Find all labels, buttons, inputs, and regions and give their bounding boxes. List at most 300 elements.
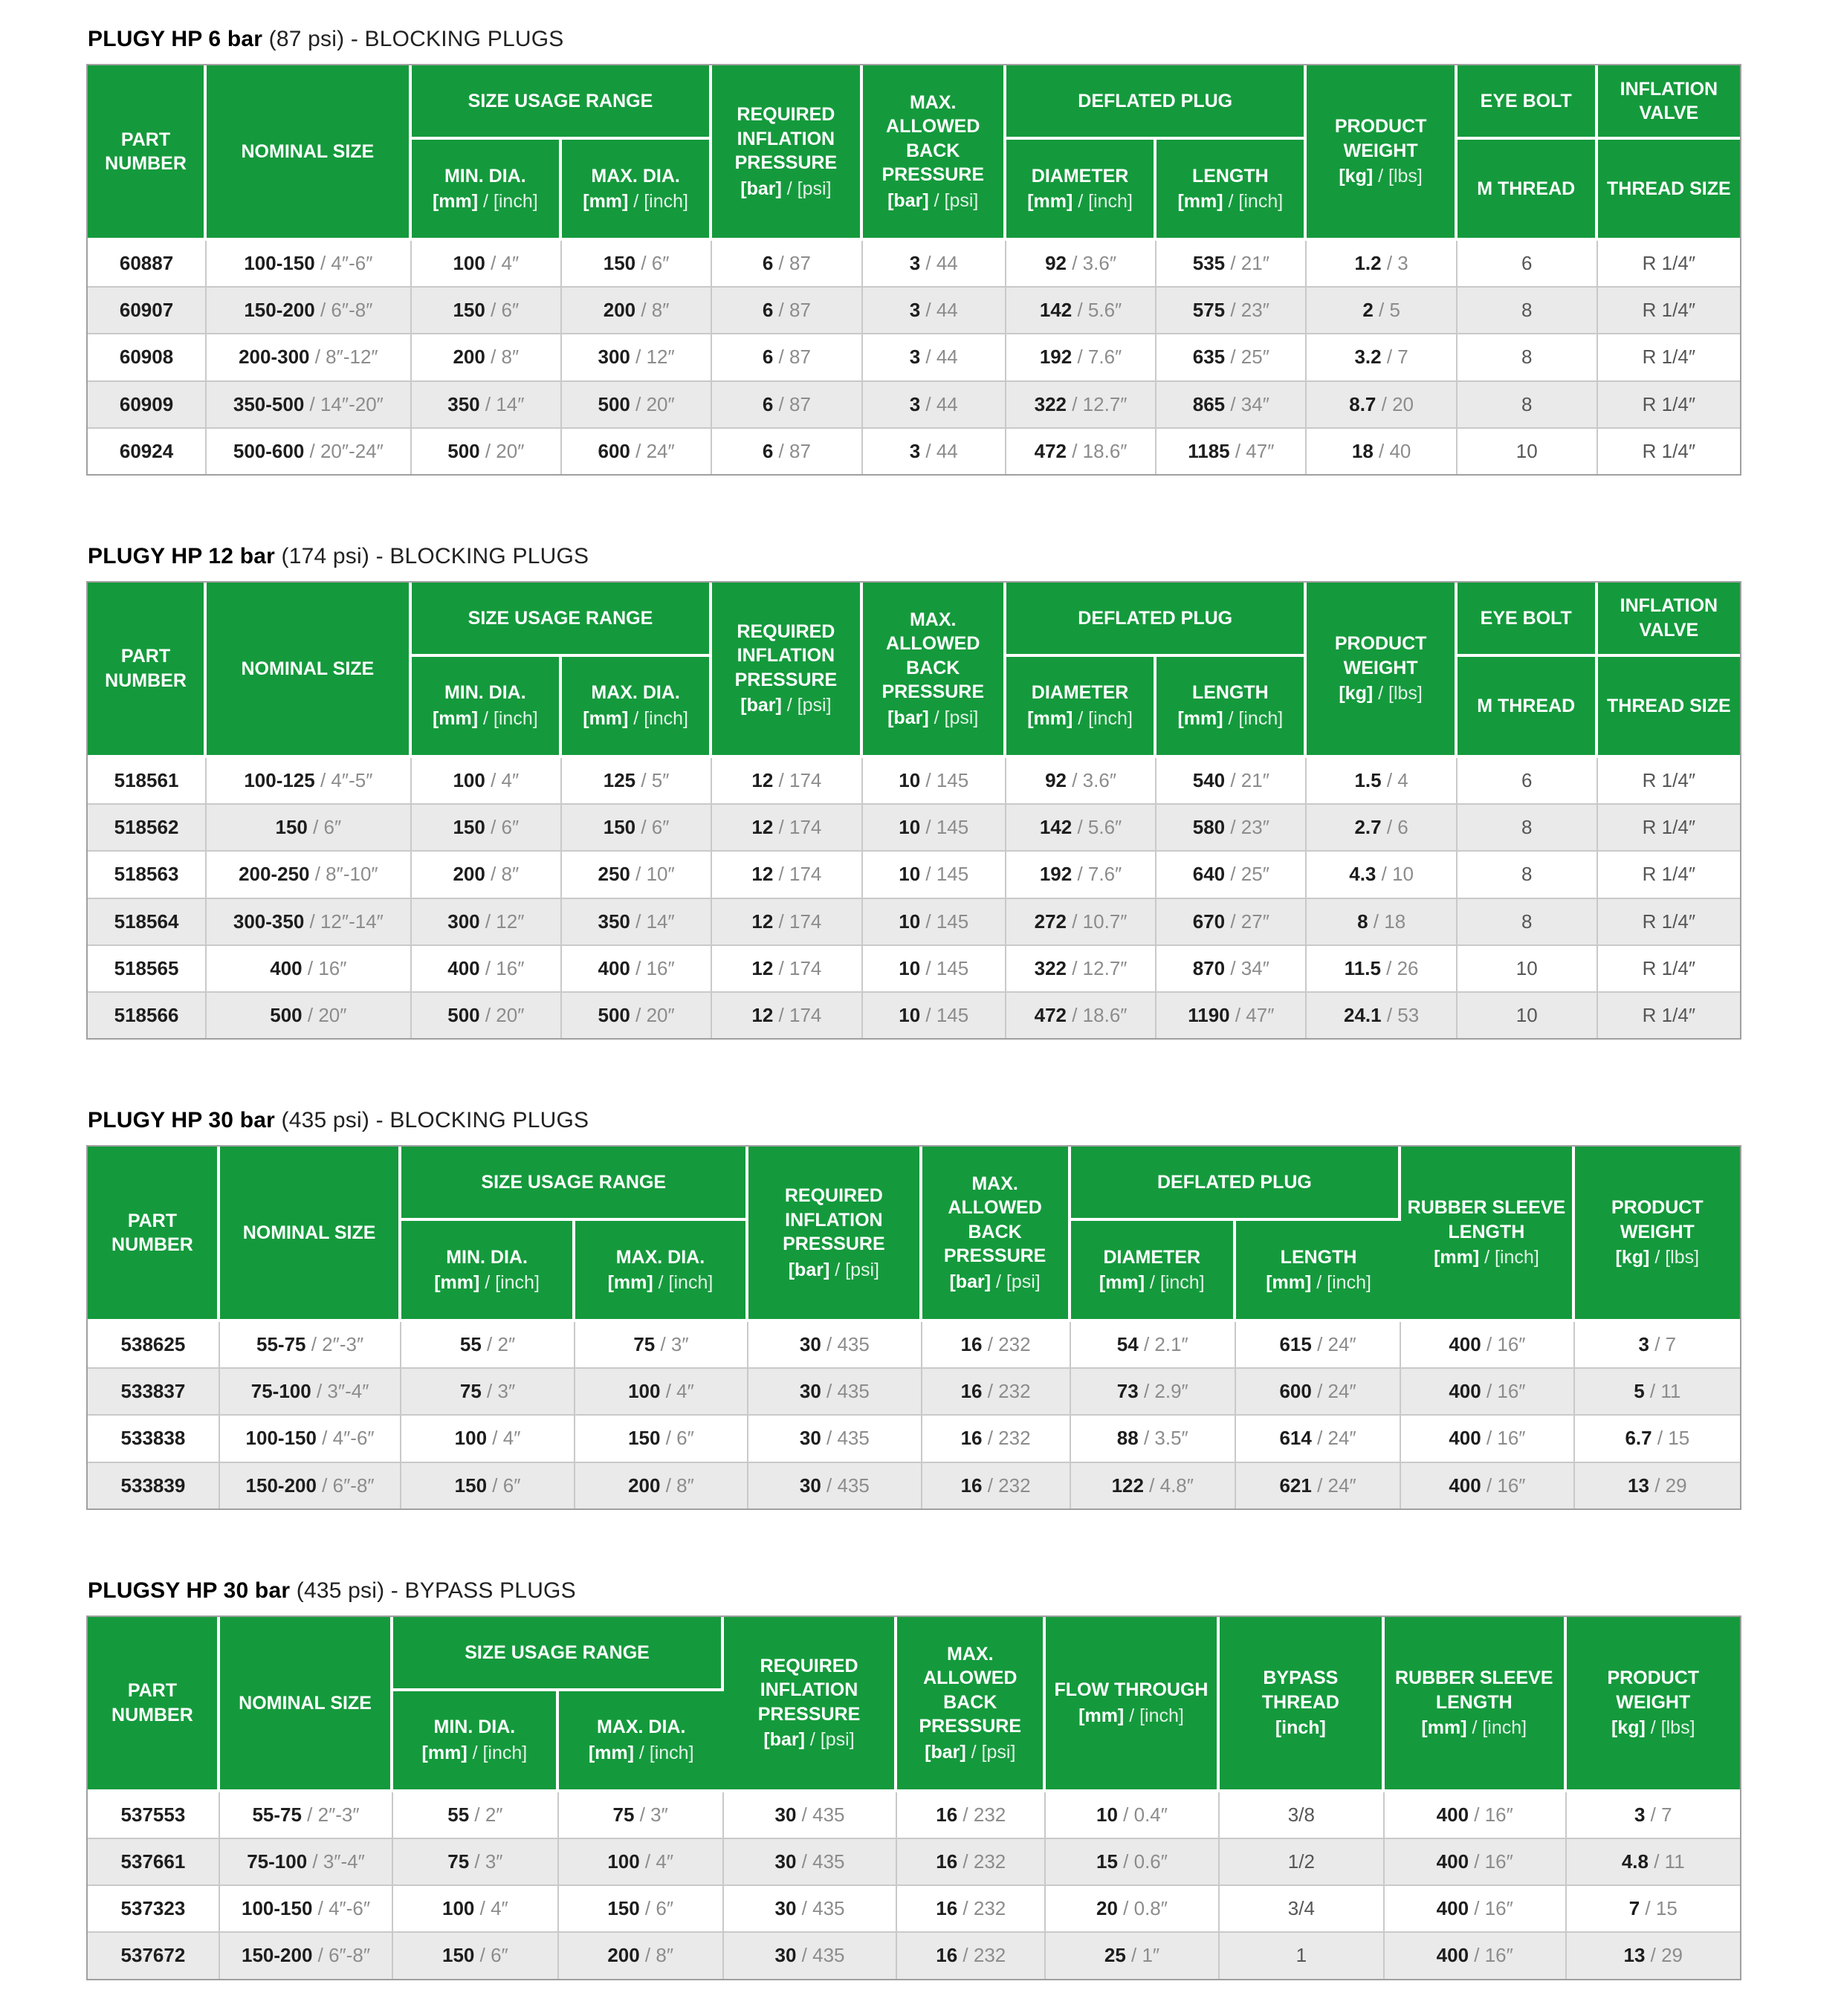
value-cell: 55 / 2″	[393, 1792, 558, 1839]
part-number-cell: 518564	[88, 899, 207, 946]
column-header-label: M THREAD	[1477, 695, 1576, 716]
column-header-label: MAX. DIA.	[615, 1246, 705, 1268]
value-cell: 3.2 / 7	[1307, 334, 1457, 381]
unit-label: [bar] / [psi]	[740, 178, 832, 199]
value-cell: 88 / 3.5″	[1071, 1416, 1236, 1462]
value-cell: 2.7 / 6	[1307, 805, 1457, 852]
table-section-hp6	[86, 27, 1741, 476]
value-cell: 1.5 / 4	[1307, 758, 1457, 805]
value-cell: 8 / 18	[1307, 899, 1457, 946]
column-header	[562, 140, 712, 241]
unit-label: [mm] / [inch]	[432, 707, 538, 729]
unit-label: [bar] / [psi]	[925, 1741, 1016, 1763]
column-header-label: LENGTH	[1191, 682, 1269, 704]
unit-label: [mm] / [inch]	[1177, 191, 1284, 212]
unit-label: [kg] / [lbs]	[1615, 1247, 1700, 1268]
value-cell: 322 / 12.7″	[1006, 946, 1156, 993]
value-cell: 75 / 3″	[401, 1369, 575, 1416]
value-cell: 1190 / 47″	[1156, 993, 1307, 1038]
table-row	[88, 1416, 1740, 1462]
value-cell: 30 / 435	[748, 1463, 922, 1508]
value-cell: 6	[1458, 241, 1598, 288]
column-header	[412, 140, 562, 241]
column-header	[88, 583, 207, 758]
value-cell: 400 / 16″	[1401, 1322, 1574, 1369]
table-section-plugsy30	[86, 1578, 1741, 1980]
value-cell: 16 / 232	[897, 1933, 1046, 1978]
value-cell: 16 / 232	[897, 1886, 1046, 1933]
value-cell: 200-300 / 8″-12″	[207, 334, 412, 381]
unit-label: [inch]	[1275, 1717, 1326, 1739]
column-header	[88, 1617, 220, 1792]
value-cell: 350 / 14″	[562, 899, 712, 946]
value-cell: 350 / 14″	[412, 382, 562, 429]
column-header-label: PART NUMBER	[105, 646, 187, 691]
value-cell: 73 / 2.9″	[1071, 1369, 1236, 1416]
table-row	[88, 993, 1740, 1038]
unit-label: [mm] / [inch]	[1266, 1272, 1371, 1294]
value-cell: 10 / 145	[863, 852, 1006, 898]
column-header-label: DIAMETER	[1031, 165, 1129, 187]
value-cell: 100-150 / 4″-6″	[220, 1416, 402, 1462]
column-header	[207, 583, 412, 758]
column-header-label: SIZE USAGE RANGE	[468, 90, 653, 111]
column-header-label: MAX. DIA.	[591, 165, 680, 187]
column-header-label: PART NUMBER	[105, 129, 187, 174]
value-cell: 13 / 29	[1575, 1463, 1740, 1508]
value-cell: 500 / 20″	[412, 993, 562, 1038]
part-number-cell: 518566	[88, 993, 207, 1038]
part-number-cell: 537323	[88, 1886, 220, 1933]
column-header	[1598, 583, 1740, 657]
value-cell: 3 / 44	[863, 288, 1006, 334]
value-cell: 150-200 / 6″-8″	[220, 1463, 402, 1508]
value-cell: 75-100 / 3″-4″	[220, 1839, 393, 1886]
value-cell: 300 / 12″	[412, 899, 562, 946]
column-header-label: PRODUCT WEIGHT	[1334, 633, 1427, 678]
value-cell: 16 / 232	[922, 1416, 1071, 1462]
spec-table-hp30	[86, 1145, 1741, 1510]
value-cell: 1	[1220, 1933, 1385, 1978]
value-cell: 600 / 24″	[1236, 1369, 1401, 1416]
value-cell: 16 / 232	[897, 1792, 1046, 1839]
value-cell: 272 / 10.7″	[1006, 899, 1156, 946]
value-cell: 30 / 435	[724, 1839, 897, 1886]
column-header-label: INFLATION VALVE	[1620, 78, 1718, 123]
value-cell: 2 / 5	[1307, 288, 1457, 334]
part-number-cell: 60908	[88, 334, 207, 381]
column-header	[559, 1691, 724, 1792]
value-cell: 192 / 7.6″	[1006, 852, 1156, 898]
value-cell: 10 / 145	[863, 758, 1006, 805]
value-cell: R 1/4″	[1598, 946, 1740, 993]
value-cell: 400 / 16″	[1401, 1369, 1574, 1416]
value-cell: 100 / 4″	[401, 1416, 575, 1462]
value-cell: 400 / 16″	[1385, 1839, 1567, 1886]
column-header-label: MAX. DIA.	[591, 682, 680, 704]
value-cell: 13 / 29	[1567, 1933, 1740, 1978]
value-cell: 100-150 / 4″-6″	[220, 1886, 393, 1933]
value-cell: 100 / 4″	[575, 1369, 748, 1416]
column-header-label: RUBBER SLEEVE LENGTH	[1407, 1197, 1566, 1242]
column-header-label: MAX. ALLOWED BACK PRESSURE	[881, 91, 984, 186]
column-header-label: NOMINAL SIZE	[242, 1222, 376, 1243]
value-cell: 1185 / 47″	[1156, 429, 1307, 474]
column-header	[1236, 1221, 1401, 1322]
column-header-label: NOMINAL SIZE	[241, 658, 375, 679]
table-row	[88, 852, 1740, 898]
column-header	[863, 65, 1006, 241]
unit-label: [mm] / [inch]	[1421, 1717, 1527, 1739]
value-cell: 200 / 8″	[412, 334, 562, 381]
column-header	[1046, 1617, 1219, 1792]
column-header	[393, 1691, 558, 1792]
part-number-cell: 60909	[88, 382, 207, 429]
unit-label: [mm] / [inch]	[583, 191, 688, 212]
value-cell: 322 / 12.7″	[1006, 382, 1156, 429]
value-cell: 100-150 / 4″-6″	[207, 241, 412, 288]
column-header	[897, 1617, 1046, 1792]
value-cell: 6	[1458, 758, 1598, 805]
value-cell: 10 / 145	[863, 993, 1006, 1038]
spec-table-hp12	[86, 581, 1741, 1040]
column-header-label: MIN. DIA.	[444, 682, 526, 704]
table-title: PLUGY HP 6 bar (87 psi) - BLOCKING PLUGS	[88, 27, 564, 51]
column-header	[1220, 1617, 1385, 1792]
table-row	[88, 1933, 1740, 1978]
value-cell: 6 / 87	[712, 382, 862, 429]
column-header-label: INFLATION VALVE	[1620, 595, 1718, 641]
column-header	[220, 1617, 393, 1792]
value-cell: 16 / 232	[922, 1322, 1071, 1369]
value-cell: 10	[1458, 429, 1598, 474]
part-number-cell: 533837	[88, 1369, 220, 1416]
part-number-cell: 60924	[88, 429, 207, 474]
value-cell: 55-75 / 2″-3″	[220, 1792, 393, 1839]
column-header-label: DEFLATED PLUG	[1078, 607, 1233, 629]
value-cell: 8	[1458, 852, 1598, 898]
value-cell: 92 / 3.6″	[1006, 758, 1156, 805]
table-row	[88, 899, 1740, 946]
column-header-label: EYE BOLT	[1480, 90, 1572, 111]
value-cell: 12 / 174	[712, 993, 862, 1038]
unit-label: [mm] / [inch]	[1434, 1247, 1539, 1268]
value-cell: R 1/4″	[1598, 334, 1740, 381]
value-cell: 865 / 34″	[1156, 382, 1307, 429]
table-row	[88, 382, 1740, 429]
value-cell: 540 / 21″	[1156, 758, 1307, 805]
value-cell: 150 / 6″	[562, 805, 712, 852]
column-header	[393, 1617, 724, 1691]
value-cell: 10	[1458, 946, 1598, 993]
value-cell: 472 / 18.6″	[1006, 429, 1156, 474]
value-cell: 8	[1458, 805, 1598, 852]
unit-label: [bar] / [psi]	[740, 695, 832, 716]
value-cell: 150-200 / 6″-8″	[207, 288, 412, 334]
value-cell: 6 / 87	[712, 241, 862, 288]
value-cell: 400 / 16″	[1385, 1792, 1567, 1839]
value-cell: R 1/4″	[1598, 241, 1740, 288]
value-cell: 500 / 20″	[207, 993, 412, 1038]
value-cell: 3 / 44	[863, 382, 1006, 429]
part-number-cell: 518565	[88, 946, 207, 993]
header-group-row	[88, 583, 1740, 657]
column-header	[712, 583, 862, 758]
value-cell: 6 / 87	[712, 288, 862, 334]
column-header-label: EYE BOLT	[1480, 607, 1572, 629]
value-cell: 621 / 24″	[1236, 1463, 1401, 1508]
value-cell: 150 / 6″	[575, 1416, 748, 1462]
value-cell: 472 / 18.6″	[1006, 993, 1156, 1038]
value-cell: 500 / 20″	[412, 429, 562, 474]
part-number-cell: 537661	[88, 1839, 220, 1886]
value-cell: 100 / 4″	[559, 1839, 724, 1886]
column-header	[562, 657, 712, 758]
column-header	[922, 1147, 1071, 1322]
value-cell: 150 / 6″	[207, 805, 412, 852]
value-cell: 350-500 / 14″-20″	[207, 382, 412, 429]
part-number-cell: 538625	[88, 1322, 220, 1369]
value-cell: R 1/4″	[1598, 852, 1740, 898]
value-cell: 100 / 4″	[393, 1886, 558, 1933]
column-header	[1307, 583, 1457, 758]
column-header-label: THREAD SIZE	[1607, 178, 1731, 199]
table-section-hp12	[86, 544, 1741, 1040]
value-cell: 10 / 145	[863, 946, 1006, 993]
value-cell: 11.5 / 26	[1307, 946, 1457, 993]
value-cell: 16 / 232	[922, 1369, 1071, 1416]
column-header-label: PRODUCT WEIGHT	[1334, 116, 1427, 161]
column-header	[1598, 140, 1740, 241]
value-cell: 400 / 16″	[562, 946, 712, 993]
part-number-cell: 537553	[88, 1792, 220, 1839]
value-cell: R 1/4″	[1598, 429, 1740, 474]
value-cell: 10 / 145	[863, 805, 1006, 852]
value-cell: 8	[1458, 899, 1598, 946]
unit-label: [mm] / [inch]	[1177, 707, 1284, 729]
value-cell: 6 / 87	[712, 334, 862, 381]
value-cell: 300-350 / 12″-14″	[207, 899, 412, 946]
value-cell: 30 / 435	[724, 1886, 897, 1933]
value-cell: 10 / 145	[863, 899, 1006, 946]
unit-label: [bar] / [psi]	[887, 707, 979, 728]
value-cell: 142 / 5.6″	[1006, 805, 1156, 852]
column-header	[712, 65, 862, 241]
column-header-label: THREAD SIZE	[1607, 695, 1731, 716]
table-row	[88, 1463, 1740, 1508]
column-header	[1575, 1147, 1740, 1322]
header-group-row	[88, 65, 1740, 140]
column-header-label: MAX. ALLOWED BACK PRESSURE	[943, 1173, 1046, 1267]
value-cell: 10	[1458, 993, 1598, 1038]
value-cell: 7 / 15	[1567, 1886, 1740, 1933]
column-header	[1458, 657, 1598, 758]
column-header-label: BYPASS THREAD	[1261, 1667, 1339, 1713]
value-cell: 192 / 7.6″	[1006, 334, 1156, 381]
value-cell: 25 / 1″	[1046, 1933, 1219, 1978]
value-cell: 75 / 3″	[559, 1792, 724, 1839]
value-cell: R 1/4″	[1598, 993, 1740, 1038]
column-header-label: PART NUMBER	[111, 1210, 193, 1256]
unit-label: [mm] / [inch]	[588, 1742, 694, 1763]
column-header-label: PRODUCT WEIGHT	[1607, 1667, 1700, 1713]
unit-label: [mm] / [inch]	[432, 191, 538, 212]
value-cell: 30 / 435	[724, 1792, 897, 1839]
column-header-label: NOMINAL SIZE	[241, 140, 375, 162]
unit-label: [mm] / [inch]	[421, 1742, 528, 1763]
value-cell: 150-200 / 6″-8″	[220, 1933, 393, 1978]
value-cell: 150 / 6″	[412, 288, 562, 334]
column-header-label: REQUIRED INFLATION PRESSURE	[734, 104, 838, 173]
value-cell: 535 / 21″	[1156, 241, 1307, 288]
value-cell: 150 / 6″	[562, 241, 712, 288]
column-header	[1006, 657, 1156, 758]
table-title: PLUGSY HP 30 bar (435 psi) - BYPASS PLUGS	[88, 1578, 576, 1603]
value-cell: 200 / 8″	[575, 1463, 748, 1508]
value-cell: 75-100 / 3″-4″	[220, 1369, 402, 1416]
value-cell: 8	[1458, 382, 1598, 429]
unit-label: [kg] / [lbs]	[1339, 683, 1423, 704]
value-cell: 400 / 16″	[1401, 1416, 1574, 1462]
value-cell: 3 / 44	[863, 334, 1006, 381]
value-cell: 8	[1458, 334, 1598, 381]
value-cell: 10 / 0.4″	[1046, 1792, 1219, 1839]
table-row	[88, 1369, 1740, 1416]
column-header	[220, 1147, 402, 1322]
value-cell: 54 / 2.1″	[1071, 1322, 1236, 1369]
column-header	[1458, 583, 1598, 657]
value-cell: 16 / 232	[922, 1463, 1071, 1508]
column-header-label: REQUIRED INFLATION PRESSURE	[783, 1185, 885, 1255]
column-header-label: MAX. ALLOWED BACK PRESSURE	[919, 1643, 1022, 1737]
value-cell: 870 / 34″	[1156, 946, 1307, 993]
value-cell: 6.7 / 15	[1575, 1416, 1740, 1462]
table-row	[88, 1322, 1740, 1369]
column-header	[1071, 1147, 1402, 1221]
value-cell: 75 / 3″	[393, 1839, 558, 1886]
column-header	[1307, 65, 1457, 241]
value-cell: 150 / 6″	[401, 1463, 575, 1508]
part-number-cell: 533838	[88, 1416, 220, 1462]
value-cell: 30 / 435	[748, 1322, 922, 1369]
column-header-label: REQUIRED INFLATION PRESSURE	[757, 1655, 861, 1725]
column-header-label: SIZE USAGE RANGE	[465, 1641, 650, 1663]
value-cell: 150 / 6″	[393, 1933, 558, 1978]
column-header-label: DEFLATED PLUG	[1156, 1171, 1312, 1193]
value-cell: 24.1 / 53	[1307, 993, 1457, 1038]
value-cell: R 1/4″	[1598, 288, 1740, 334]
value-cell: 4.8 / 11	[1567, 1839, 1740, 1886]
value-cell: 4.3 / 10	[1307, 852, 1457, 898]
part-number-cell: 518563	[88, 852, 207, 898]
table-row	[88, 805, 1740, 852]
unit-label: [mm] / [inch]	[607, 1272, 714, 1294]
value-cell: 30 / 435	[748, 1416, 922, 1462]
column-header-label: PRODUCT WEIGHT	[1611, 1197, 1704, 1242]
value-cell: 400 / 16″	[1385, 1933, 1567, 1978]
unit-label: [mm] / [inch]	[583, 707, 688, 729]
column-header-label: MAX. ALLOWED BACK PRESSURE	[881, 609, 984, 703]
value-cell: 125 / 5″	[562, 758, 712, 805]
column-header-label: M THREAD	[1477, 178, 1576, 199]
value-cell: 614 / 24″	[1236, 1416, 1401, 1462]
value-cell: 16 / 232	[897, 1839, 1046, 1886]
column-header	[1458, 140, 1598, 241]
table-row	[88, 334, 1740, 381]
column-header	[88, 1147, 220, 1322]
value-cell: 250 / 10″	[562, 852, 712, 898]
value-cell: 200 / 8″	[559, 1933, 724, 1978]
value-cell: 200 / 8″	[412, 852, 562, 898]
column-header	[401, 1221, 575, 1322]
value-cell: 12 / 174	[712, 805, 862, 852]
column-header	[1071, 1221, 1236, 1322]
value-cell: 100 / 4″	[412, 241, 562, 288]
value-cell: 20 / 0.8″	[1046, 1886, 1219, 1933]
column-header	[863, 583, 1006, 758]
value-cell: R 1/4″	[1598, 805, 1740, 852]
column-header	[1598, 657, 1740, 758]
column-header	[575, 1221, 748, 1322]
column-header-label: LENGTH	[1191, 165, 1269, 187]
table-title-product: PLUGSY HP 30 bar	[88, 1578, 291, 1603]
column-header-label: PART NUMBER	[111, 1680, 193, 1725]
column-header	[1385, 1617, 1567, 1792]
value-cell: 1.2 / 3	[1307, 241, 1457, 288]
column-header-label: REQUIRED INFLATION PRESSURE	[734, 620, 838, 690]
column-header-label: MIN. DIA.	[446, 1246, 528, 1268]
value-cell: 615 / 24″	[1236, 1322, 1401, 1369]
column-header-label: DIAMETER	[1031, 682, 1129, 704]
column-header	[1006, 140, 1156, 241]
value-cell: 500 / 20″	[562, 993, 712, 1038]
column-header	[1401, 1147, 1574, 1322]
value-cell: 300 / 12″	[562, 334, 712, 381]
value-cell: 580 / 23″	[1156, 805, 1307, 852]
column-header-label: SIZE USAGE RANGE	[481, 1171, 667, 1193]
value-cell: R 1/4″	[1598, 899, 1740, 946]
value-cell: 122 / 4.8″	[1071, 1463, 1236, 1508]
value-cell: 500-600 / 20″-24″	[207, 429, 412, 474]
value-cell: 150 / 6″	[412, 805, 562, 852]
unit-label: [mm] / [inch]	[1027, 707, 1133, 729]
column-header	[412, 583, 713, 657]
column-header	[724, 1617, 897, 1792]
part-number-cell: 518562	[88, 805, 207, 852]
column-header-label: MIN. DIA.	[444, 165, 526, 187]
column-header	[1458, 65, 1598, 140]
value-cell: 400 / 16″	[1385, 1886, 1567, 1933]
part-number-cell: 60907	[88, 288, 207, 334]
column-header-label: MIN. DIA.	[433, 1717, 516, 1738]
unit-label: [mm] / [inch]	[434, 1272, 540, 1294]
value-cell: 30 / 435	[724, 1933, 897, 1978]
value-cell: R 1/4″	[1598, 382, 1740, 429]
unit-label: [kg] / [lbs]	[1339, 166, 1423, 187]
value-cell: 100-125 / 4″-5″	[207, 758, 412, 805]
header-group-row	[88, 1617, 1740, 1691]
value-cell: 8	[1458, 288, 1598, 334]
column-header	[1156, 657, 1307, 758]
table-row	[88, 758, 1740, 805]
value-cell: 200 / 8″	[562, 288, 712, 334]
table-title: PLUGY HP 30 bar (435 psi) - BLOCKING PLUGS	[88, 1108, 589, 1133]
column-header	[1598, 65, 1740, 140]
column-header	[401, 1147, 748, 1221]
value-cell: 400 / 16″	[1401, 1463, 1574, 1508]
value-cell: 3 / 44	[863, 241, 1006, 288]
value-cell: 150 / 6″	[559, 1886, 724, 1933]
